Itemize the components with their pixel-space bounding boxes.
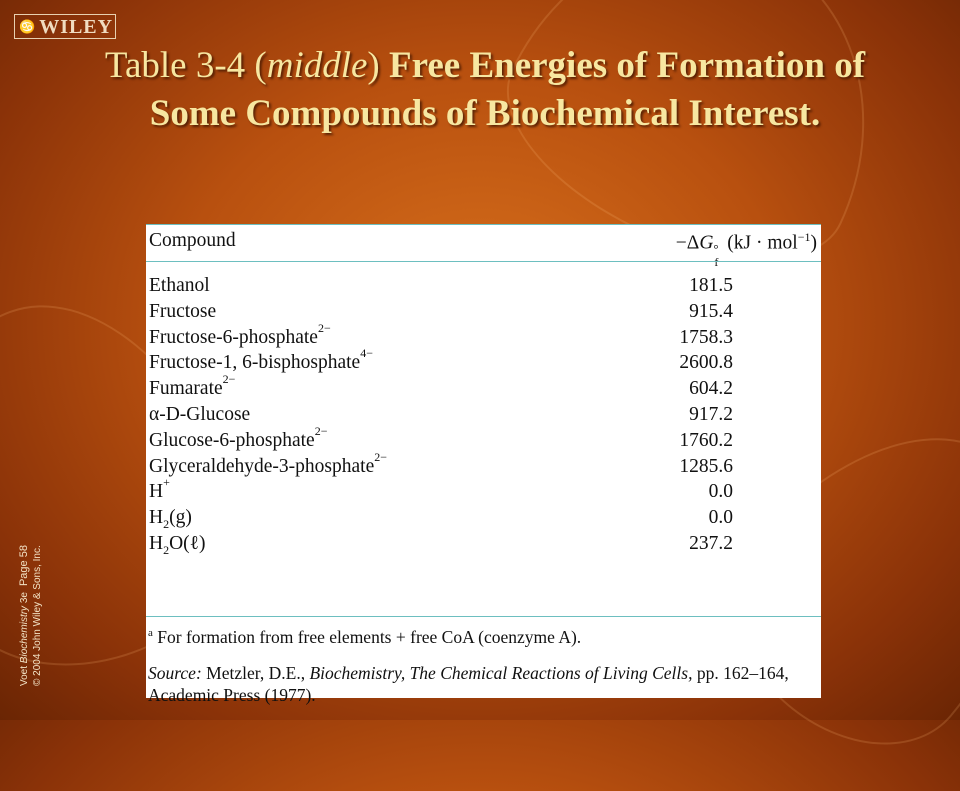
table-body	[149, 273, 819, 557]
compound-name: $H_2O(\ell)$	[149, 532, 206, 557]
free-energy-value: 0.0	[708, 481, 733, 503]
header-energy-exp: −1	[797, 230, 811, 244]
header-energy-sup: °	[713, 240, 719, 256]
compound-name: α-D-Glucose	[149, 403, 251, 425]
header-energy-close: )	[810, 232, 817, 254]
source-text: Metzler, D.E.,	[201, 662, 310, 683]
header-free-energy	[675, 230, 817, 269]
table-row	[149, 505, 819, 531]
compound-charge: 4−	[360, 346, 373, 361]
table-row	[149, 475, 819, 505]
wiley-logo-text: WILEY	[39, 15, 114, 38]
free-energy-value: 917.2	[689, 403, 733, 425]
compound-name: Glyceraldehyde-3-phosphate$^{2-}$	[149, 449, 388, 477]
table-row	[149, 423, 819, 454]
compound-name: Fumarate$^{2-}$	[149, 372, 236, 400]
table-top-rule	[146, 224, 821, 225]
source-label: Source:	[148, 662, 202, 683]
compound-charge: 2−	[222, 372, 236, 387]
free-energy-value: 1758.3	[679, 326, 733, 348]
table-bottom-rule	[146, 616, 821, 617]
compound-charge: 2−	[374, 449, 388, 464]
compound-charge: 2−	[314, 423, 328, 438]
free-energy-value: 1285.6	[679, 455, 733, 477]
compound-name: Fructose	[149, 300, 217, 322]
wiley-logo	[14, 14, 116, 39]
free-energy-value: 915.4	[689, 300, 733, 322]
compound-name: Ethanol	[149, 275, 210, 296]
table-source	[148, 662, 816, 706]
slide-credit	[18, 545, 44, 686]
table-row	[149, 449, 819, 480]
source-book: Biochemistry, The Chemical Reactions of Living Cells,	[309, 662, 693, 683]
compound-name: H+	[149, 475, 170, 503]
credit-author: Voet	[19, 663, 30, 686]
compound-name-suffix: (g)	[169, 507, 192, 529]
compound-name: $H_2(g)$	[149, 507, 192, 532]
free-energy-value: 604.2	[689, 378, 733, 400]
compound-name: Glucose-6-phosphate$^{2-}$	[149, 423, 328, 451]
table-panel	[146, 224, 821, 705]
table-footnotes	[148, 622, 816, 706]
compound-name-suffix: O(ℓ)	[169, 532, 206, 554]
footnote-mark: a	[148, 627, 153, 639]
table-row	[149, 402, 819, 428]
title-prefix: Table 3-4	[104, 45, 255, 86]
free-energy-value: 2600.8	[679, 352, 733, 374]
table-row	[149, 346, 819, 376]
table-row	[149, 531, 819, 557]
slide-title	[100, 42, 870, 138]
table-footnote	[148, 622, 816, 648]
title-rest: Free Energies of Formation of Some Compounds of Biochemical Interest.	[149, 45, 866, 134]
header-energy-unit: (kJ · mol	[722, 232, 798, 254]
source-text-end: pp. 162–164, Academic Press (1977).	[148, 662, 789, 705]
free-energy-value: 1760.2	[679, 429, 733, 451]
header-energy-symbol: G	[699, 232, 714, 254]
footnote-text: For formation from free elements + free CoA (coenzyme A).	[152, 626, 582, 647]
wiley-logo-icon: ♋	[19, 18, 36, 34]
title-paren-close: )	[367, 45, 380, 86]
compound-name: Fructose-6-phosphate$^{2-}$	[149, 320, 331, 348]
credit-copyright: © 2004 John Wiley & Sons, Inc.	[32, 545, 43, 686]
compound-charge: 2−	[317, 320, 331, 335]
free-energy-value: 237.2	[689, 532, 733, 554]
header-energy-sub: f	[714, 254, 719, 269]
free-energy-value: 0.0	[708, 507, 733, 529]
table-row	[149, 299, 819, 325]
credit-book: Biochemistry	[19, 605, 30, 664]
header-energy-prefix: −Δ	[675, 232, 700, 254]
compound-name: Fructose-1, 6-bisphosphate$^{4-}$	[149, 346, 373, 374]
credit-page: Page 58	[18, 545, 30, 587]
table-row	[149, 273, 819, 299]
compound-subscript: 2	[163, 542, 170, 557]
table-row	[149, 320, 819, 351]
title-middle: middle	[266, 45, 368, 86]
header-compound: Compound	[149, 230, 236, 251]
credit-edition: 3e	[19, 592, 30, 606]
table-header-rule	[146, 261, 821, 262]
free-energy-value: 181.5	[689, 275, 733, 296]
table-row	[149, 372, 819, 402]
compound-charge: +	[163, 475, 170, 490]
title-paren-open: (	[254, 45, 267, 86]
compound-subscript: 2	[163, 517, 170, 532]
